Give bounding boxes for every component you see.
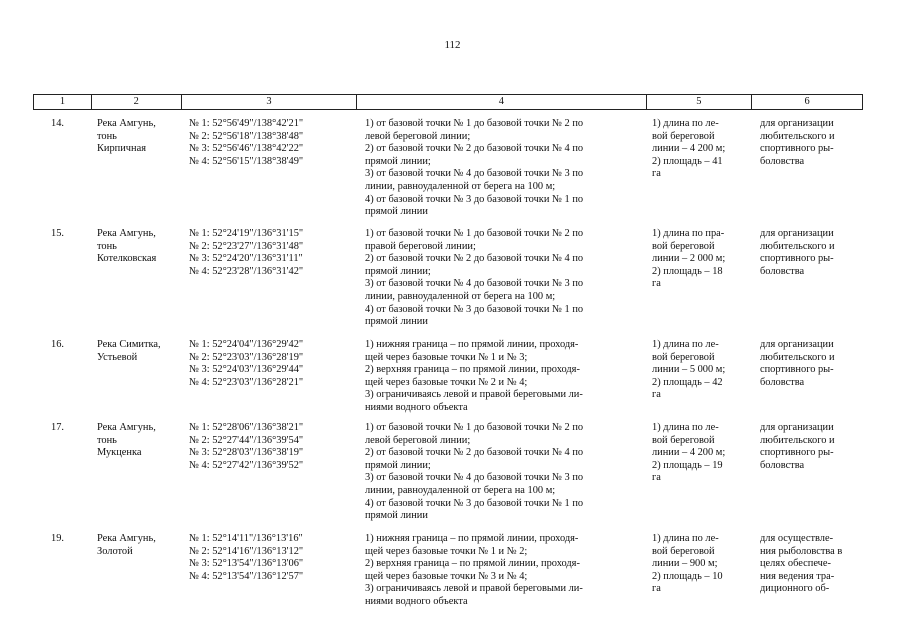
site-size: 1) длина по ле- вой береговой линии – 5 000 м; 2) площадь – 42 га [652, 339, 726, 401]
water-body-name: Река Амгунь, тонь Котелковская [97, 228, 157, 265]
row-number: 15. [51, 228, 64, 239]
water-body-name: Река Амгунь, тонь Мукценка [97, 422, 156, 459]
base-point-coordinates: № 1: 52°24'04"/136°29'42" № 2: 52°23'03"/136°28'19" № 3: 52°24'03"/136°29'44" № 4: 52°23'03"/136°28'21" [189, 339, 304, 388]
water-body-name: Река Амгунь, Золотой [97, 533, 156, 557]
site-purpose: для организации любительского и спортивного ры- боловства [760, 422, 835, 471]
site-size: 1) длина по пра- вой береговой линии – 2 000 м; 2) площадь – 18 га [652, 228, 726, 290]
site-size: 1) длина по ле- вой береговой линии – 4 200 м; 2) площадь – 41 га [652, 118, 726, 180]
site-purpose: для организации любительского и спортивного ры- боловства [760, 228, 835, 277]
base-point-coordinates: № 1: 52°28'06"/136°38'21" № 2: 52°27'44"/136°39'54" № 3: 52°28'03"/136°38'19" № 4: 52°27'42"/136°39'52" [189, 422, 304, 471]
base-point-coordinates: № 1: 52°14'11"/136°13'16" № 2: 52°14'16"/136°13'12" № 3: 52°13'54"/136°13'06" № 4: 52°13'54"/136°12'57" [189, 533, 304, 582]
site-purpose: для осуществле- ния рыболовства в целях обеспече- ния ведения тра- диционного об- [760, 533, 843, 595]
boundary-description: 1) нижняя граница – по прямой линии, проходя- щей через базовые точки № 1 и № 2; 2) верхняя граница – по прямой линии, проходя- щей через базовые точки № 3 и № 4; 3) ограничиваясь левой и правой береговыми ли- ниями водного объекта [365, 533, 583, 607]
water-body-name: Река Симитка, Устьевой [97, 339, 161, 363]
column-header-2: 2 [92, 95, 182, 109]
boundary-description: 1) от базовой точки № 1 до базовой точки № 2 по левой береговой линии; 2) от базовой точки № 2 до базовой точки № 4 по прямой линии; 3) от базовой точки № 4 до базовой точки № 3 по линии, равноудаленной от берега на 100 м; 4) от базовой точки № 3 до базовой точки № 1 по прямой линии [365, 422, 584, 522]
boundary-description: 1) от базовой точки № 1 до базовой точки № 2 по правой береговой линии; 2) от базовой точки № 2 до базовой точки № 4 по прямой линии; 3) от базовой точки № 4 до базовой точки № 3 по линии, равноудаленной от берега на 100 м; 4) от базовой точки № 3 до базовой точки № 1 по прямой линии [365, 228, 584, 328]
column-header-5: 5 [647, 95, 753, 109]
page-number: 112 [444, 39, 461, 51]
column-header-1: 1 [34, 95, 92, 109]
row-number: 14. [51, 118, 64, 129]
site-size: 1) длина по ле- вой береговой линии – 900 м; 2) площадь – 10 га [652, 533, 723, 595]
column-header-4: 4 [357, 95, 646, 109]
boundary-description: 1) от базовой точки № 1 до базовой точки № 2 по левой береговой линии; 2) от базовой точки № 2 до базовой точки № 4 по прямой линии; 3) от базовой точки № 4 до базовой точки № 3 по линии, равноудаленной от берега на 100 м; 4) от базовой точки № 3 до базовой точки № 1 по прямой линии [365, 118, 584, 218]
row-number: 16. [51, 339, 64, 350]
site-purpose: для организации любительского и спортивного ры- боловства [760, 339, 835, 388]
base-point-coordinates: № 1: 52°24'19"/136°31'15" № 2: 52°23'27"/136°31'48" № 3: 52°24'20"/136°31'11" № 4: 52°23'28"/136°31'42" [189, 228, 304, 277]
row-number: 17. [51, 422, 64, 433]
site-purpose: для организации любительского и спортивного ры- боловства [760, 118, 835, 167]
column-header-6: 6 [804, 96, 810, 107]
boundary-description: 1) нижняя граница – по прямой линии, проходя- щей через базовые точки № 1 и № 3; 2) верхняя граница – по прямой линии, проходя- щей через базовые точки № 2 и № 4; 3) ограничиваясь левой и правой береговыми ли- ниями водного объекта [365, 339, 583, 413]
water-body-name: Река Амгунь, тонь Кирпичная [97, 118, 156, 155]
row-number: 19. [51, 533, 64, 544]
base-point-coordinates: № 1: 52°56'49"/138°42'21" № 2: 52°56'18"/138°38'48" № 3: 52°56'46"/138°42'22" № 4: 52°56'15"/138°38'49" [189, 118, 304, 167]
column-header-3: 3 [182, 95, 358, 109]
site-size: 1) длина по ле- вой береговой линии – 4 200 м; 2) площадь – 19 га [652, 422, 726, 484]
